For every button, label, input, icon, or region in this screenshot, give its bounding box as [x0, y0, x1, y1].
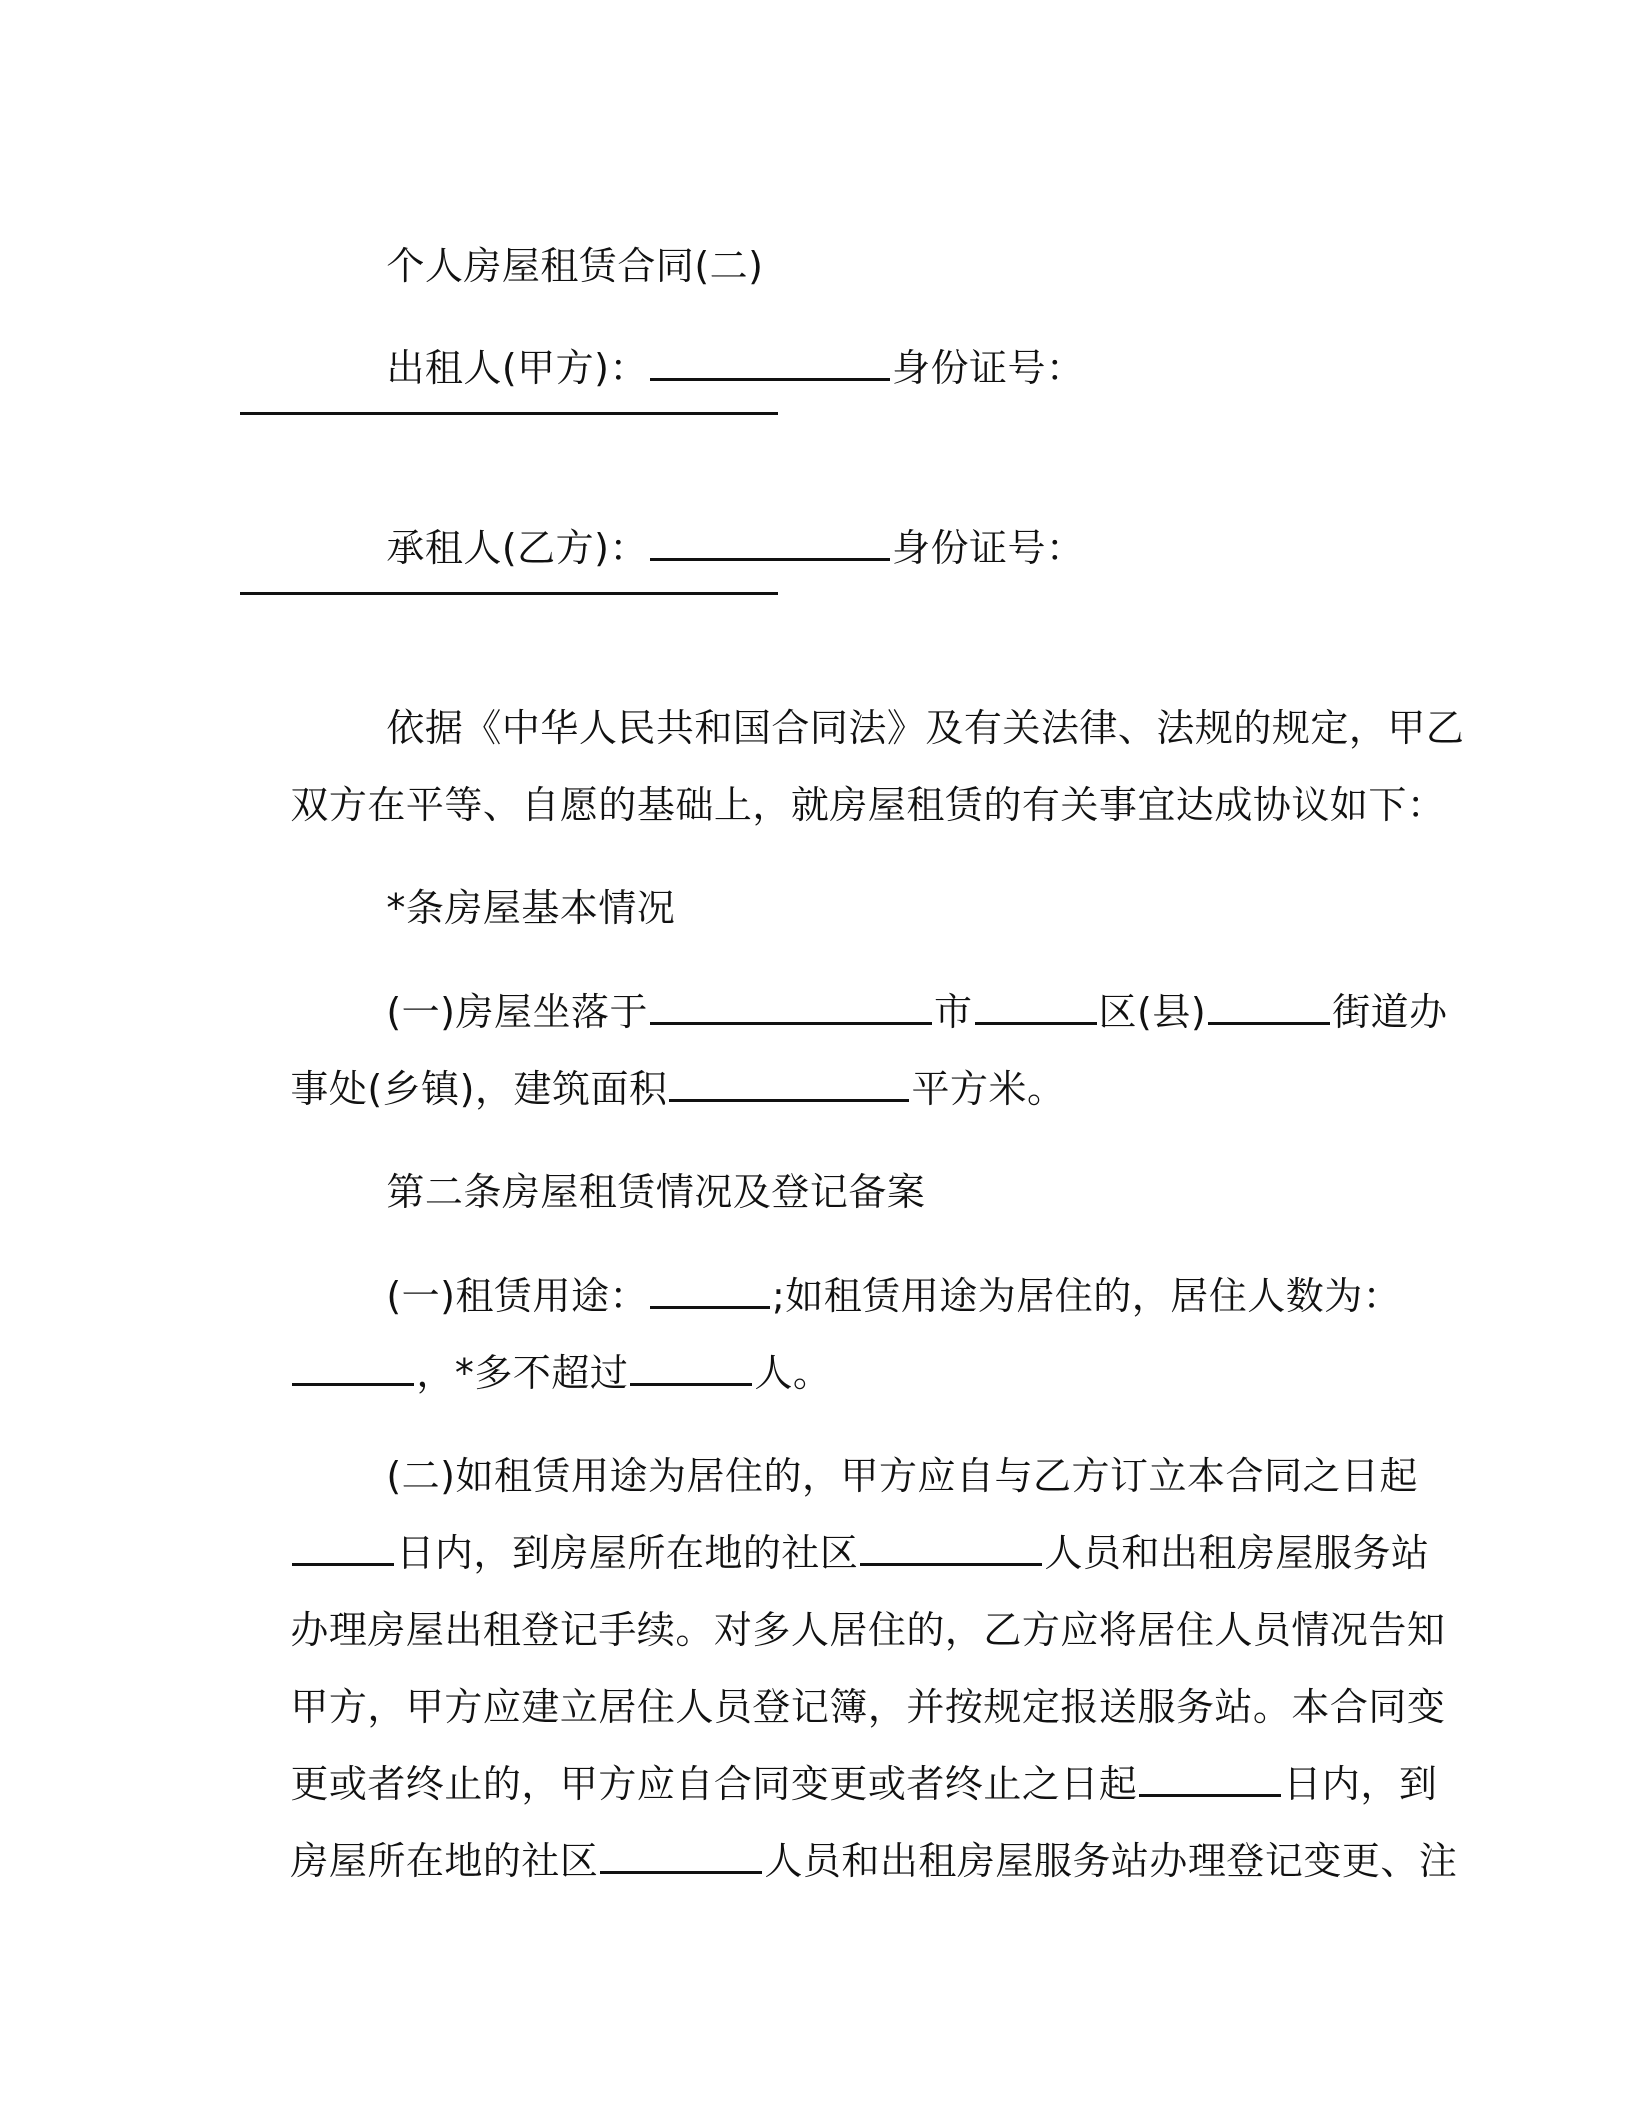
lessor-name-blank [650, 348, 890, 381]
location-label: (一)房屋坐落于 [386, 990, 648, 1034]
area-label: 事处(乡镇)，建筑面积 [290, 1067, 668, 1111]
occupants-unit: 人。 [754, 1351, 832, 1395]
item2-text-5a: 更或者终止的，甲方应自合同变更或者终止之日起 [290, 1762, 1138, 1806]
item2-text-2a: 日内，到房屋所在地的社区 [396, 1531, 859, 1575]
item2-text-1: (二)如租赁用途为居住的，甲方应自与乙方订立本合同之日起 [386, 1454, 1418, 1498]
lessee-name-blank [650, 528, 890, 561]
preamble-text-1: 依据《中华人民共和国合同法》及有关法律、法规的规定，甲乙 [386, 706, 1465, 750]
title-text: 个人房屋租赁合同(二) [386, 244, 764, 288]
community-blank-2 [600, 1841, 762, 1874]
area-unit: 平方米。 [911, 1067, 1066, 1111]
area-blank [669, 1069, 909, 1102]
district-blank [1208, 992, 1330, 1025]
lessor-line [336, 296, 1085, 440]
article2-heading-text: 第二条房屋租赁情况及登记备案 [386, 1170, 926, 1214]
max-occupants-label: ，*多不超过 [416, 1351, 629, 1395]
lessor-id-blank [240, 412, 778, 415]
item2-text-4: 甲方，甲方应建立居住人员登记簿，并按规定报送服务站。本合同变 [290, 1685, 1446, 1729]
street-office-label: 街道办 [1332, 990, 1448, 1034]
lessee-id-blank [240, 592, 778, 595]
item2-text-6b: 人员和出租房屋服务站办理登记变更、注 [764, 1839, 1458, 1883]
article1-heading-text: *条房屋基本情况 [386, 886, 676, 930]
article2-item2-line6 [240, 1789, 1457, 1933]
occupants-blank [292, 1353, 414, 1386]
item2-text-5b: 日内，到 [1283, 1762, 1438, 1806]
lessor-label: 出租人(甲方)： [386, 346, 648, 390]
lessor-id-label: 身份证号： [891, 346, 1085, 390]
lessee-label: 承租人(乙方)： [386, 526, 648, 570]
city-label: 市 [933, 990, 973, 1034]
district-label: 区(县) [1098, 990, 1207, 1034]
occupants-label: ;如租赁用途为居住的，居住人数为： [771, 1274, 1402, 1318]
item2-text-2b: 人员和出租房屋服务站 [1044, 1531, 1430, 1575]
lessee-id-label: 身份证号： [891, 526, 1085, 570]
lessee-line [336, 476, 1085, 620]
preamble-text-2: 双方在平等、自愿的基础上，就房屋租赁的有关事宜达成协议如下： [290, 783, 1446, 827]
item2-text-6a: 房屋所在地的社区 [290, 1839, 599, 1883]
item2-text-3: 办理房屋出租登记手续。对多人居住的，乙方应将居住人员情况告知 [290, 1608, 1446, 1652]
usage-label: (一)租赁用途： [386, 1274, 648, 1318]
max-occupants-blank [630, 1353, 752, 1386]
